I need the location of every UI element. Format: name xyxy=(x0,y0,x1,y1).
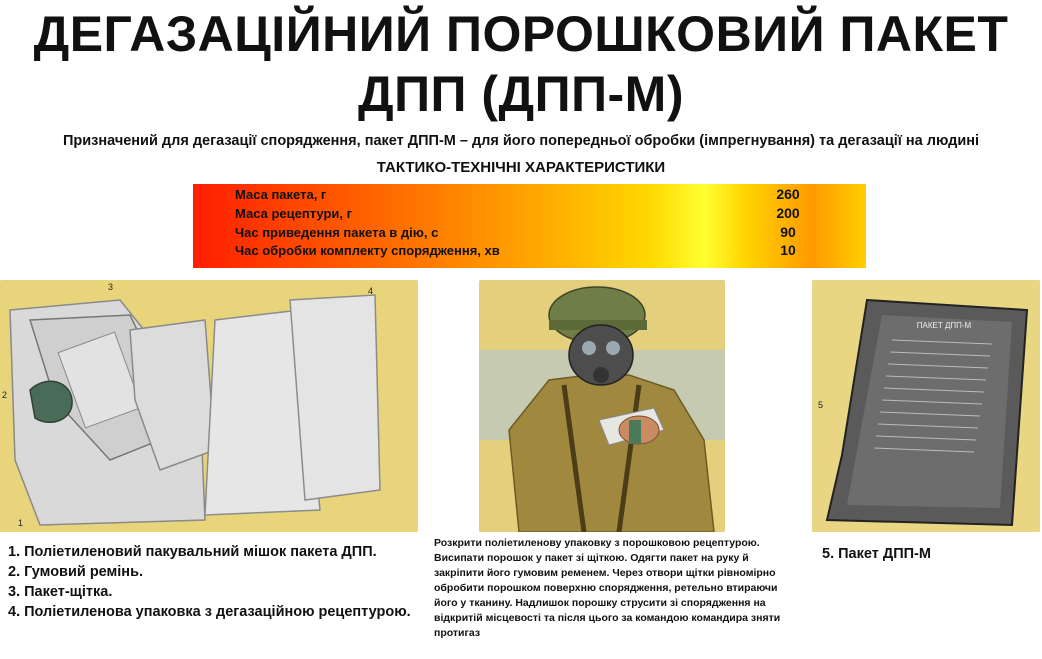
page-title-line-2: ДПП (ДПП-М) xyxy=(358,66,684,122)
package-drawing xyxy=(812,280,1040,532)
spec-label: Маса пакета, г xyxy=(235,187,327,202)
spec-value: 200 xyxy=(776,205,800,221)
callout-1: 1 xyxy=(18,518,24,528)
spec-value: 90 xyxy=(780,224,796,240)
package-label: ПАКЕТ ДПП-М xyxy=(916,321,972,330)
components-drawing xyxy=(0,280,418,532)
soldier-drawing xyxy=(479,280,725,532)
specs-table xyxy=(193,184,866,268)
spec-label: Час обробки комплекту спорядження, хв xyxy=(235,243,500,258)
specs-heading: ТАКТИКО-ТЕХНІЧНІ ХАРАКТЕРИСТИКИ xyxy=(376,159,666,176)
soldier-illustration xyxy=(479,280,725,532)
spec-row xyxy=(193,242,866,261)
spec-label: Маса рецептури, г xyxy=(235,206,353,221)
legend-item: 1. Поліетиленовий пакувальний мішок пакета ДПП. xyxy=(8,544,377,560)
callout-2: 2 xyxy=(2,390,8,400)
legend-item: 3. Пакет-щітка. xyxy=(8,584,113,600)
usage-instructions: Розкрити поліетиленову упаковку з порошковою рецептурою. Висипати порошок у пакет зі щіткою. Одягти пакет на руку й закріпити його гумовим ременем. Через отвори щітки рівномірно обробити порошком поверхню спорядження, ретельно втираючи його у тканину. Надлишок порошку струсити зі спорядження на відкритій місцевості та після цього за командою командира зняти протигаз xyxy=(434,537,781,639)
spec-label: Час приведення пакета в дію, с xyxy=(235,225,439,240)
spec-row xyxy=(193,205,866,224)
legend-item: 2. Гумовий ремінь. xyxy=(8,564,144,580)
legend-item: 4. Поліетиленова упаковка з дегазаційною рецептурою. xyxy=(8,604,411,620)
spec-value: 260 xyxy=(776,186,800,202)
spec-value: 10 xyxy=(780,242,796,258)
spec-row xyxy=(193,224,866,243)
page-title-line-1: ДЕГАЗАЦІЙНИЙ ПОРОШКОВИЙ ПАКЕТ xyxy=(33,6,1009,62)
purpose-description: Призначений для дегазації спорядження, пакет ДПП-М – для його попередньої обробки (імпрегнування) та дегазації на людині xyxy=(62,133,980,149)
callout-5: 5 xyxy=(818,400,824,410)
package-caption: 5. Пакет ДПП-М xyxy=(822,546,931,562)
callout-4: 4 xyxy=(368,286,374,296)
package-illustration xyxy=(812,280,1040,532)
components-illustration xyxy=(0,280,418,532)
spec-row xyxy=(193,186,866,205)
components-legend xyxy=(8,542,423,622)
callout-3: 3 xyxy=(108,282,114,292)
